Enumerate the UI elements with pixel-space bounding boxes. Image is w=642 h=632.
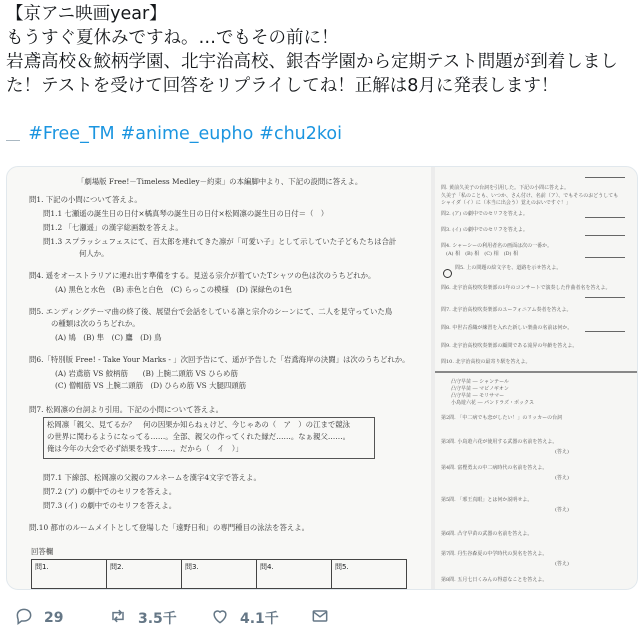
right-line: 第2問. 「中二病でも恋がしたい！」のリッカーの台詞: [441, 415, 563, 421]
separator: [6, 140, 20, 141]
answer-cell: 問4.: [257, 560, 332, 588]
right-line: 問8. 中世古香織が練習を入れた新しい楽曲の名前は何か。: [441, 325, 573, 331]
question-10: 問.10 都市のルームメイトとして登場した「遠野日和」の専門種目の泳法を答えよ。: [29, 523, 310, 532]
answer-blank: [585, 331, 625, 332]
question-6: 問6.「特別版 Free! - Take Your Marks - 」次回予告にて、遥が予告した「岩鳶海岸の決闘」は次のうちどれか。: [29, 355, 410, 364]
right-line: 第7問. 丹生谷森夏の中学時代の異名を答えよ。: [441, 551, 548, 557]
question-4: 問4. 遥をオーストラリアに連れ出す準備をする。見送る宗介が着ていたTシャツの色は次のうちどれか。: [29, 271, 376, 280]
right-line: 第5問. 「邪王真眼」とは何か説明せよ。: [441, 497, 533, 503]
right-line: 第3問. 小鳥遊六花が使用する武器の名前を答えよ。: [441, 439, 558, 445]
quote-line-1: 松岡凛「親父、見てるか？ 何の因果か知らねぇけど、今じゃあの（ ア ）の江まで競泳: [47, 420, 351, 429]
right-line: 第6問. 凸守早苗の武器の名前を答えよ。: [441, 531, 533, 537]
envelope-icon: [310, 606, 340, 630]
question-4-options: (A) 黒色と水色 (B) 赤色と白色 (C) らっこの模様 (D) 深緑色の1色: [55, 285, 292, 294]
question-1: 問1. 下記の小問について答えよ。: [29, 195, 142, 204]
page-divider: [435, 371, 638, 373]
right-line: (A) 相 (B) 相 (C) 相 (D) 相: [441, 251, 519, 257]
answer-cell: 問1.: [32, 560, 107, 588]
reply-icon: [14, 606, 44, 630]
answer-cell: 問2.: [107, 560, 182, 588]
right-line: 問9. 北宇治高校吹奏楽部の顧問である滝昇の年齢を答えよ。: [441, 343, 578, 349]
right-line: 問6. 北宇治高校吹奏楽部の1年のコンサートで演奏した作曲者名を答えよ。: [441, 285, 611, 291]
right-line: 問4. シャーシーの利用者名の画面は次の一番か。: [441, 243, 553, 249]
answer-blank: [585, 257, 625, 258]
hashtags: [6, 98, 638, 170]
question-1-1: 問1.1 七瀬遥の誕生日の日付×橘真琴の誕生日の日付×松岡凛の誕生日の日付＝（ ）: [43, 209, 329, 218]
question-5-options: (A) 鳩 (B) 隼 (C) 鷹 (D) 鳥: [55, 333, 162, 342]
right-line: 第8問. 五月七日くみんの得意なことを答えよ。: [441, 577, 548, 583]
right-line: 小鳥遊六花 ― パンドラズ・ボックス: [451, 400, 534, 406]
answer-cell: 問3.: [182, 560, 257, 588]
answer-cell: 問5.: [335, 563, 349, 571]
tweet-media[interactable]: [6, 166, 638, 590]
tweet-line-2: もうすぐ夏休みですね。…でもその前に！: [6, 28, 339, 48]
question-6-options-ab: (A) 岩鳶筋 VS 鮫柄筋 (B) 上腕二頭筋 VS ひらめ筋: [55, 369, 238, 378]
circle-icon: [443, 263, 452, 282]
hashtag-anime-eupho[interactable]: #anime_eupho: [120, 124, 254, 144]
question-7-3: 問7.3 (イ) の劇中でのセリフを答えよ。: [43, 501, 177, 510]
question-7-2: 問7.2 (ア) の劇中でのセリフを答えよ。: [43, 487, 177, 496]
retweet-count: 3.5千: [138, 611, 177, 627]
question-1-2: 問1.2 「七瀬遥」の漢字総画数を答えよ。: [43, 223, 183, 232]
right-line: 凸守早苗 ― シャンテール: [451, 379, 509, 385]
quote-line-3: 俺は今年の大会で必ず結果を残す……。だから（ イ ）」: [47, 444, 243, 453]
reply-button[interactable]: [14, 606, 63, 630]
answer-blank: [585, 235, 625, 236]
hashtag-free-tm[interactable]: #Free_TM: [28, 124, 115, 144]
right-line: 問3. (イ) の劇中でのセリフを答えよ。: [441, 227, 528, 233]
right-line: 第4問. 富樫勇太の中二病時代の名前を答えよ。: [441, 465, 548, 471]
tweet-line-4: た！テストを受けて回答をリプライしてね！正解は8月に発表します！: [6, 76, 559, 96]
right-line: 問10. 北宇治高校の最寄り駅を答えよ。: [441, 359, 531, 365]
heart-icon: [210, 606, 240, 630]
question-7: 問7. 松岡凛の台詞より引用。下記の小問について答えよ。: [29, 405, 224, 414]
answer-label: 回答欄: [31, 547, 54, 556]
reply-count: 29: [44, 610, 64, 626]
answer-blank: [585, 297, 625, 298]
right-line: シャイダ（イ）に（本当に出会う）覚えのおいですぐ！」: [441, 200, 571, 206]
exam-page-left[interactable]: [7, 167, 431, 590]
right-line: 凸守早苗 ― モリサマー: [451, 393, 505, 399]
question-1-3-cont: 何人か。: [79, 249, 109, 258]
quote-line-2: の世界に関わるようになってる……。全部、親父の作ってくれた縁だ……。なぁ親父……。: [47, 432, 351, 441]
question-6-options-cd: (C) 僧帽筋 VS 上腕二頭筋 (D) ひらめ筋 VS 大腿四頭筋: [55, 381, 247, 390]
answer-blank: [585, 177, 625, 178]
right-line: 凸守早苗 ― マビノギオン: [451, 386, 509, 392]
right-mini-label: (答え): [555, 475, 569, 481]
right-mini-label: (答え): [555, 449, 569, 455]
tweet-actions: [0, 600, 642, 632]
retweet-button[interactable]: [108, 606, 177, 630]
direct-message-button[interactable]: [310, 606, 340, 630]
question-1-3: 問1.3 スプラッシュフェスにて、百太郎を連れてきた凛が「可愛い子」として示していた子どもたちは合計: [43, 237, 397, 246]
question-5: 問5. エンディングテーマ曲の終了後、展望台で会話をしている凛と宗介のシーンにて、二人を見守っていた鳥: [29, 307, 393, 316]
right-mini-label: (答え): [555, 507, 569, 513]
question-5-cont: の種類は次のうちどれか。: [51, 319, 140, 328]
answer-table: [31, 559, 407, 589]
exam-page-right[interactable]: [435, 167, 638, 590]
exam-header: 「劇場版 Free!－Timeless Medley－約束」の本編脚中より、下記の設問に答えよ。: [77, 177, 363, 186]
answer-blank: [585, 217, 625, 218]
retweet-icon: [108, 606, 138, 630]
question-7-1: 問7.1 下線部、松岡凛の父親のフルネームを漢字4文字で答えよ。: [43, 473, 261, 482]
tweet-line-1: 【京アニ映画year】: [6, 4, 167, 24]
right-line: 問7. 北宇治高校吹奏楽部のユーフォニアム奏者を答えよ。: [441, 307, 572, 313]
right-line: 問. 黄前久美子の台詞を引用した。下記の小問に答えよ。: [441, 185, 570, 191]
tweet-line-3: 岩鳶高校＆鮫柄学園、北宇治高校、銀杏学園から定期テスト問題が到着しまし: [6, 52, 618, 72]
like-button[interactable]: [210, 606, 279, 630]
right-line: 問2. (ア) の劇中でのセリフを答えよ。: [441, 211, 528, 217]
right-mini-label: (答え): [555, 561, 569, 567]
tweet-text: [6, 2, 638, 170]
right-line: 問5. 上の問題の絵文字を、道路を示せ答えよ。: [455, 265, 562, 271]
like-count: 4.1千: [240, 611, 279, 627]
right-line: 久美子「私のことも、いつか、さん付け、名前（ア）、でもそろのおどうしても: [441, 193, 619, 199]
hashtag-chu2koi[interactable]: #chu2koi: [259, 124, 342, 144]
